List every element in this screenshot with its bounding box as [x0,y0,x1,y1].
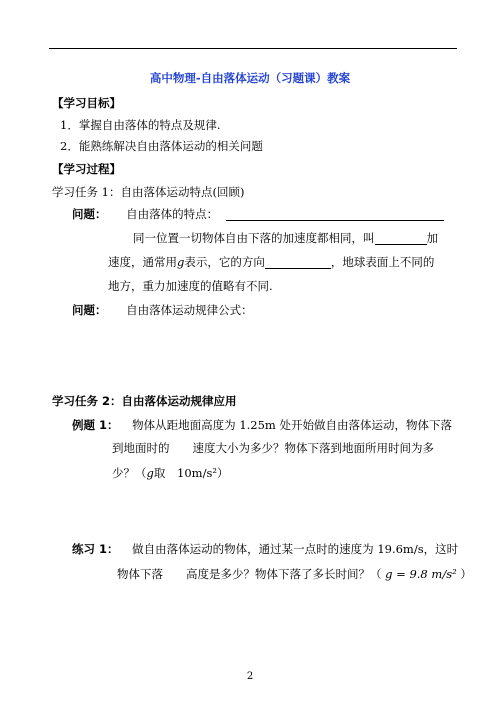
goal-item-1: 1．掌握自由落体的特点及规律. [60,118,221,132]
example1-label: 例题 1： [72,418,119,432]
process-header: 【学习过程】 [52,162,121,176]
goals-header: 【学习目标】 [52,96,121,110]
example1-line2: 到地面时的 速度大小为多少？物体下落到地面所用时间为多 [112,441,434,455]
practice1-line2: 物体下落 高度是多少？物体下落了多长时间？（ g = 9.8 m/s² ） [117,567,472,581]
question2-text: 自由落体运动规律公式： [126,303,253,317]
example1-line1: 例题 1： 物体从距地面高度为 1.25m 处开始做自由落体运动，物体下落 [72,418,452,432]
gravity-formula: g = 9.8 m/s² [385,567,457,581]
header-rule [49,48,457,49]
example1-line3: 少？（g取 10m/s²） [112,466,229,480]
paragraph-line-1: 同一位置一切物体自由下落的加速度都相同，叫 加 [133,231,438,245]
task1-title: 学习任务 1：自由落体运动特点(回顾) [52,185,245,199]
question1 [72,207,444,221]
paragraph-line-3: 地方，重力加速度的值略有不同. [108,279,273,293]
answer-blank [226,208,444,221]
paragraph-line-2: 速度，通常用g表示，它的方向 ，地球表面上不同的 [108,255,435,269]
question1-label: 问题： [72,207,107,221]
document-title: 高中物理-自由落体运动（习题课）教案 [149,71,351,85]
practice1-line1: 练习 1： 做自由落体运动的物体，通过某一点时的速度为 19.6m/s，这时 [72,542,459,556]
question2 [72,303,253,317]
task2-title: 学习任务 2：自由落体运动规律应用 [52,394,237,408]
page-number: 2 [246,671,254,682]
answer-blank [375,232,427,245]
goal-item-2: 2．能熟练解决自由落体运动的相关问题 [60,139,263,153]
practice1-label: 练习 1： [72,542,119,556]
gravity-value: 10m/s² [177,466,217,480]
question2-label: 问题： [72,303,107,317]
answer-blank [265,256,331,269]
question1-text: 自由落体的特点： [126,207,219,221]
